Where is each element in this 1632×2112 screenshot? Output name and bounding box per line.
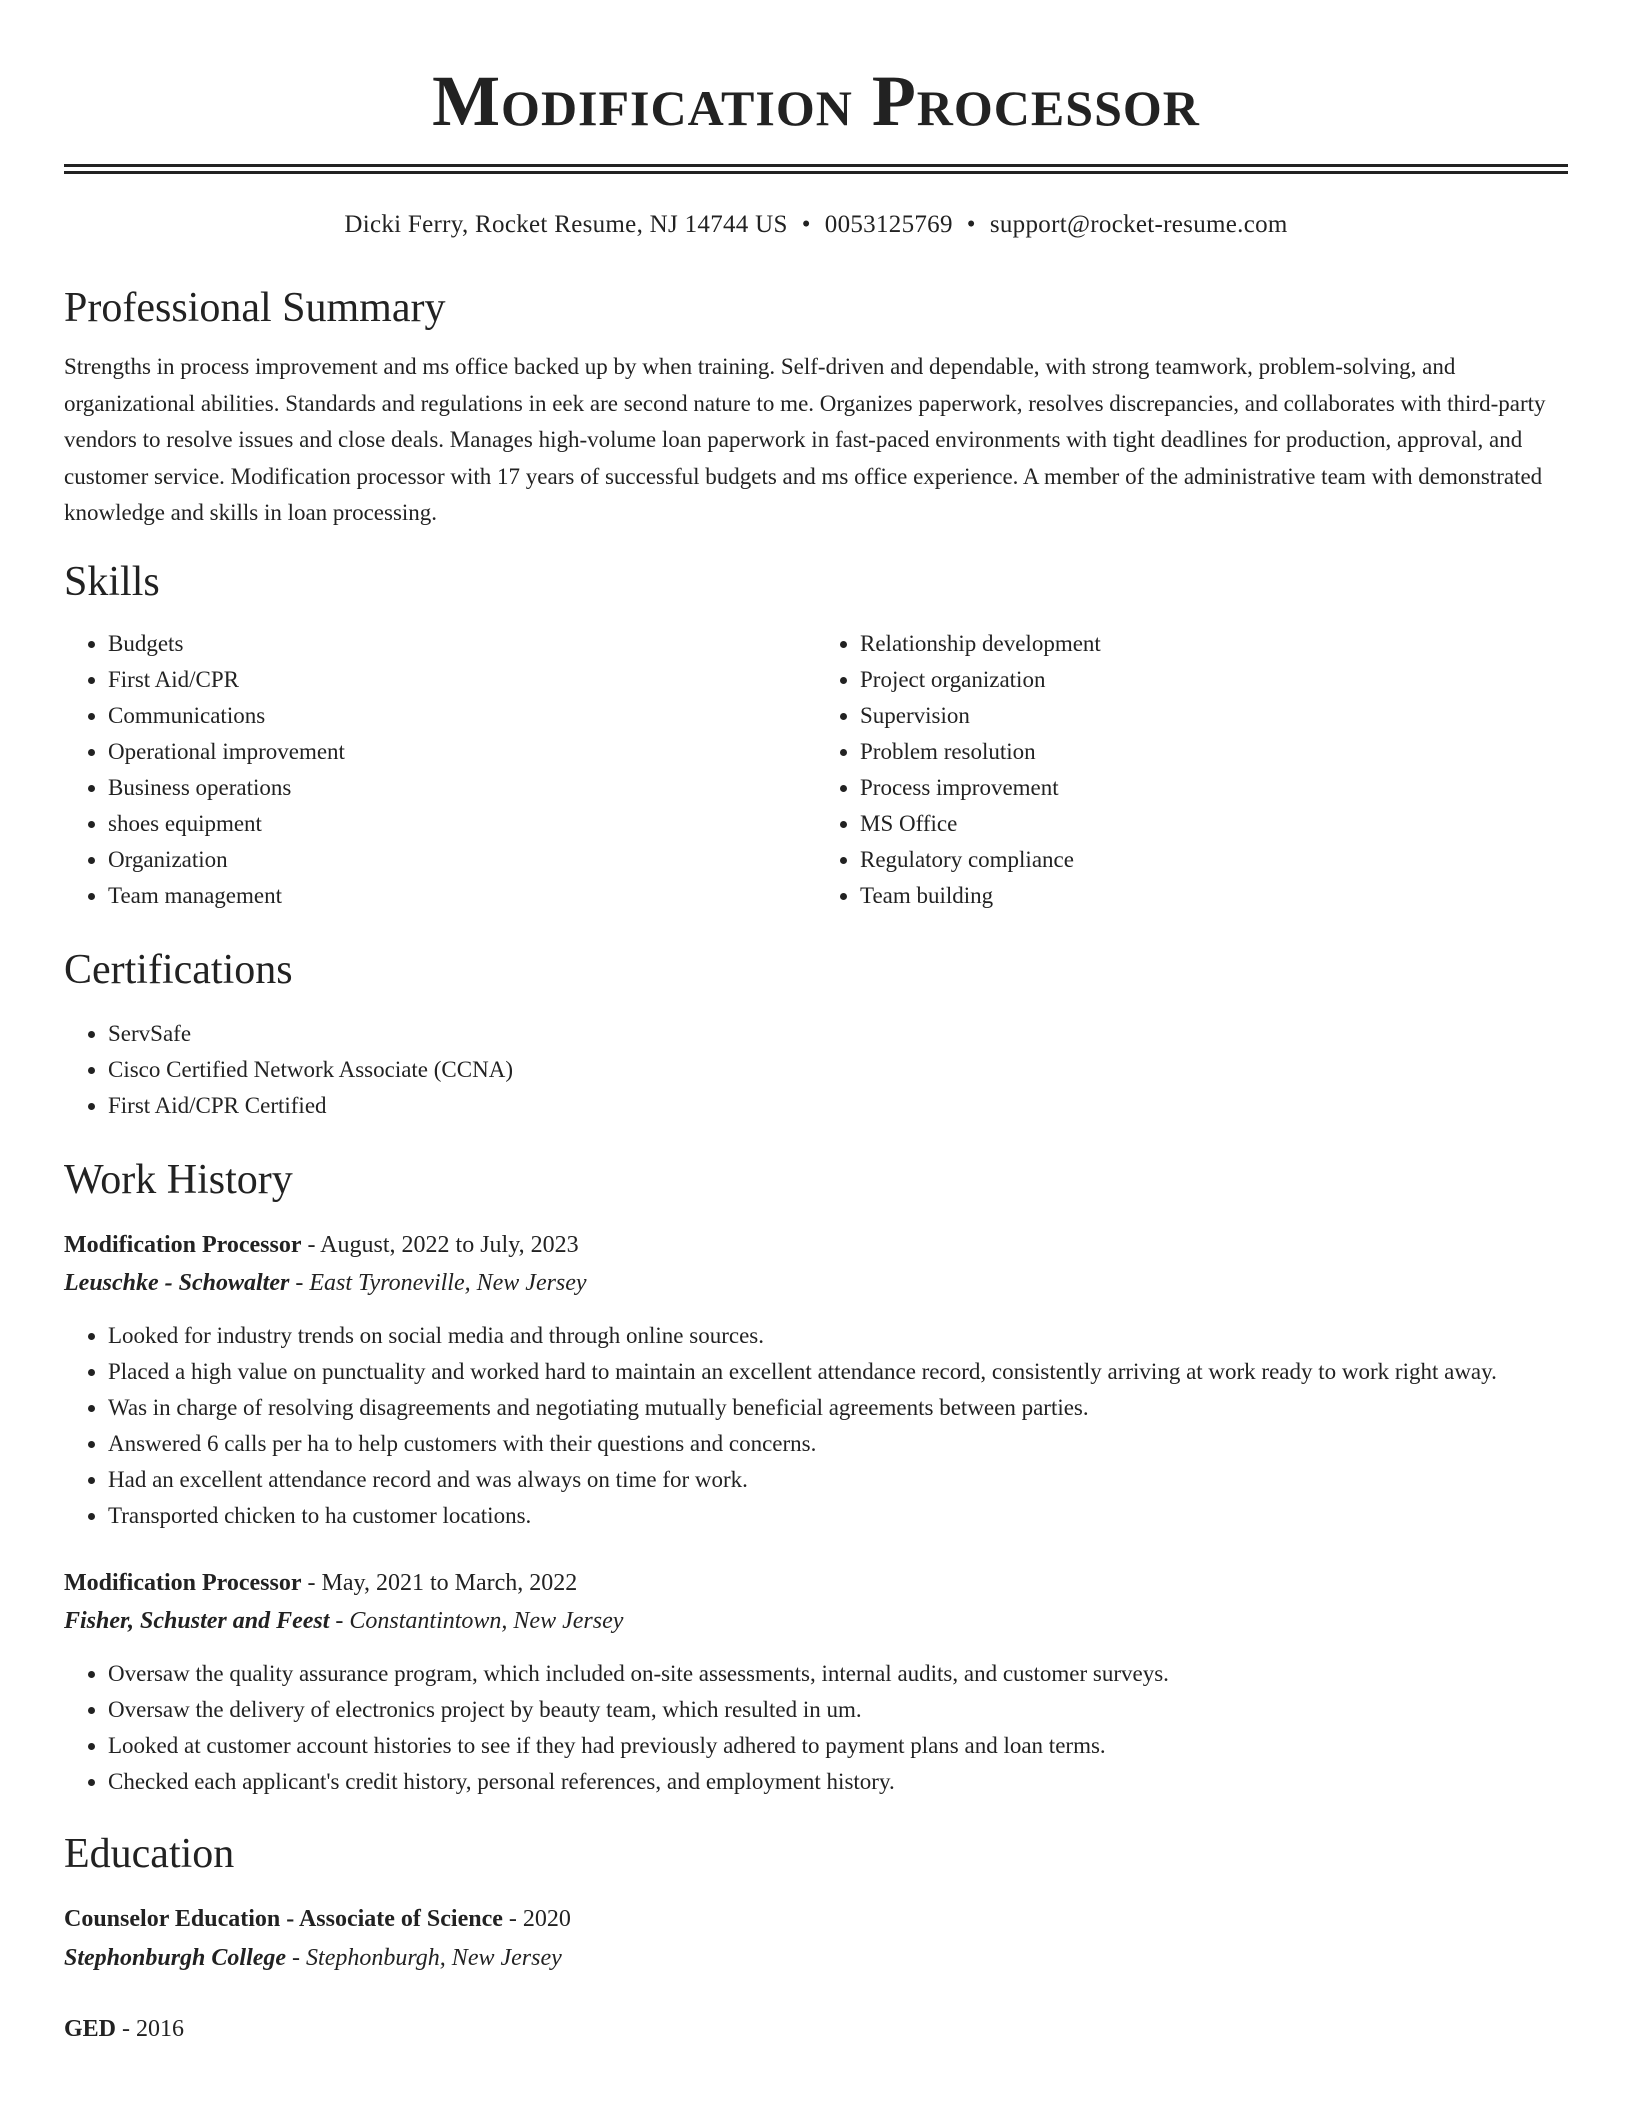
contact-phone: 0053125769 bbox=[824, 211, 953, 238]
page-title: Modification Processor bbox=[432, 61, 1200, 141]
education-year: - 2016 bbox=[116, 2015, 185, 2042]
contact-separator: • bbox=[966, 211, 976, 238]
resume-page bbox=[64, 0, 1568, 2049]
education-degree: Counselor Education - Associate of Science bbox=[64, 1905, 503, 1932]
job-employer bbox=[64, 1602, 1568, 1640]
education-header bbox=[64, 1900, 1568, 1939]
skills-columns bbox=[64, 626, 1568, 914]
education-school-line bbox=[64, 1939, 1568, 1978]
education-school: Stephonburgh College bbox=[64, 1944, 287, 1971]
skill-item: • Communications bbox=[108, 698, 816, 734]
job-company: Leuschke - Schowalter bbox=[64, 1269, 290, 1296]
job-dates: - August, 2022 to July, 2023 bbox=[301, 1231, 579, 1258]
certification-item: • First Aid/CPR Certified bbox=[108, 1088, 1568, 1124]
job-title: Modification Processor bbox=[64, 1231, 302, 1258]
education-year: - 2020 bbox=[502, 1905, 571, 1932]
contact-separator: • bbox=[801, 211, 811, 238]
job-location: - East Tyroneville, New Jersey bbox=[289, 1269, 587, 1296]
skill-item: • Team building bbox=[860, 878, 1568, 914]
job-header bbox=[64, 1226, 1568, 1264]
title-divider-bottom bbox=[64, 171, 1568, 174]
job-bullets bbox=[64, 1318, 1568, 1534]
job-bullet: • Had an excellent attendance record and was always on time for work. bbox=[108, 1462, 1568, 1498]
certifications-heading: Certifications bbox=[64, 946, 293, 993]
work-history-heading: Work History bbox=[64, 1156, 293, 1203]
job-bullet: • Checked each applicant's credit history, personal references, and employment history. bbox=[108, 1764, 1568, 1800]
contact-email: support@rocket-resume.com bbox=[989, 211, 1288, 238]
skill-item: • shoes equipment bbox=[108, 806, 816, 842]
skill-item: • Regulatory compliance bbox=[860, 842, 1568, 878]
job-header bbox=[64, 1564, 1568, 1602]
skill-item: • Budgets bbox=[108, 626, 816, 662]
skills-heading: Skills bbox=[64, 558, 160, 605]
skill-item: • Operational improvement bbox=[108, 734, 816, 770]
education-entry bbox=[64, 2010, 1568, 2049]
skill-item: • Organization bbox=[108, 842, 816, 878]
job-bullet: • Was in charge of resolving disagreements and negotiating mutually beneficial agreements between parties. bbox=[108, 1390, 1568, 1426]
skill-item: • MS Office bbox=[860, 806, 1568, 842]
certifications-list bbox=[64, 1016, 1568, 1124]
skill-item: • Project organization bbox=[860, 662, 1568, 698]
job-bullet: • Looked for industry trends on social media and through online sources. bbox=[108, 1318, 1568, 1354]
job-entry bbox=[64, 1226, 1568, 1534]
skill-item: • Process improvement bbox=[860, 770, 1568, 806]
job-bullet: • Oversaw the delivery of electronics project by beauty team, which resulted in um. bbox=[108, 1692, 1568, 1728]
education-entry bbox=[64, 1900, 1568, 1978]
skills-right-list bbox=[816, 626, 1568, 914]
job-bullets bbox=[64, 1656, 1568, 1800]
title-divider-top bbox=[64, 164, 1568, 167]
job-entry bbox=[64, 1564, 1568, 1800]
job-location: - Constantintown, New Jersey bbox=[329, 1607, 624, 1634]
job-dates: - May, 2021 to March, 2022 bbox=[301, 1569, 578, 1596]
job-company: Fisher, Schuster and Feest bbox=[64, 1607, 330, 1634]
job-bullet: • Placed a high value on punctuality and worked hard to maintain an excellent attendance record, consistently arriving at work ready to work right away. bbox=[108, 1354, 1568, 1390]
skill-item: • Problem resolution bbox=[860, 734, 1568, 770]
certification-item: • ServSafe bbox=[108, 1016, 1568, 1052]
skill-item: • Supervision bbox=[860, 698, 1568, 734]
skill-item: • Business operations bbox=[108, 770, 816, 806]
skills-left-list bbox=[64, 626, 816, 914]
summary-heading: Professional Summary bbox=[64, 285, 446, 331]
job-title: Modification Processor bbox=[64, 1569, 302, 1596]
certification-item: • Cisco Certified Network Associate (CCNA) bbox=[108, 1052, 1568, 1088]
job-bullet: • Oversaw the quality assurance program, which included on-site assessments, internal audits, and customer surveys. bbox=[108, 1656, 1568, 1692]
education-degree: GED bbox=[64, 2015, 117, 2042]
job-employer bbox=[64, 1264, 1568, 1302]
contact-line bbox=[64, 208, 1568, 242]
education-header bbox=[64, 2010, 1568, 2049]
education-heading: Education bbox=[64, 1830, 235, 1877]
skill-item: • First Aid/CPR bbox=[108, 662, 816, 698]
job-bullet: • Looked at customer account histories to see if they had previously adhered to payment plans and loan terms. bbox=[108, 1728, 1568, 1764]
job-bullet: • Answered 6 calls per ha to help customers with their questions and concerns. bbox=[108, 1426, 1568, 1462]
skill-item: • Relationship development bbox=[860, 626, 1568, 662]
skill-item: • Team management bbox=[108, 878, 816, 914]
job-bullet: • Transported chicken to ha customer locations. bbox=[108, 1498, 1568, 1534]
summary-text: Strengths in process improvement and ms office backed up by when training. Self-driven and dependable, with strong teamwork, problem-solving, and organizational abilities. Standards and regulations in eek are second nature to me. Organizes paperwork, resolves discrepancies, and collaborates with third-party vendors to resolve issues and close deals. Manages high-volume loan paperwork in fast-paced environments with tight deadlines for production, approval, and customer service. Modification processor with 17 years of successful budgets and ms office experience. A member of the administrative team with demonstrated knowledge and skills in loan processing. bbox=[64, 354, 1546, 525]
education-location: - Stephonburgh, New Jersey bbox=[286, 1944, 562, 1971]
contact-address: Dicki Ferry, Rocket Resume, NJ 14744 US bbox=[344, 211, 788, 238]
